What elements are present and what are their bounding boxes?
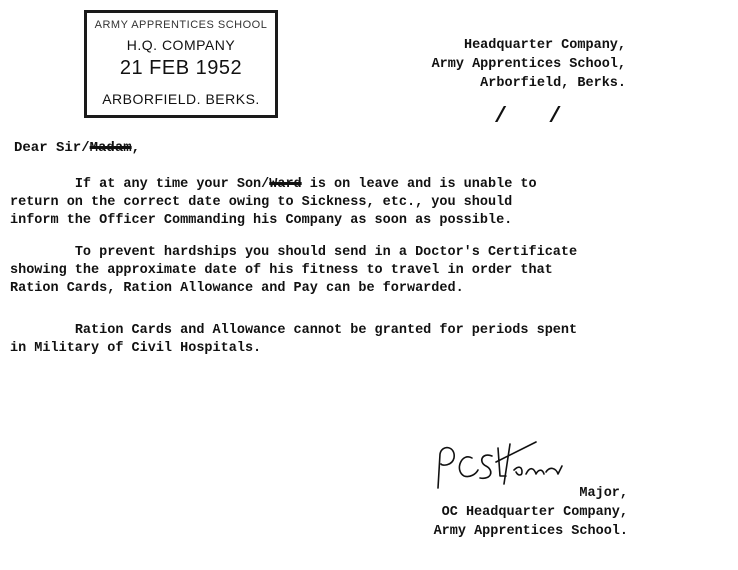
paragraph-line: in Military of Civil Hospitals. — [10, 341, 262, 356]
stamp-school-name: ARMY APPRENTICES SCHOOL — [94, 19, 268, 31]
salutation-struck-word: Madam — [89, 140, 132, 156]
signatory-title: OC Headquarter Company, — [441, 505, 628, 520]
sender-address — [372, 36, 626, 93]
signatory-organisation: Army Apprentices School. — [433, 524, 628, 539]
paragraph-text: To prevent hardships you should send in a Doctor's Certificate — [74, 245, 578, 260]
paragraph-line — [10, 322, 738, 340]
paragraph-line: inform the Officer Commanding his Company as soon as possible. — [10, 213, 513, 228]
paragraph-line: Ration Cards, Ration Allowance and Pay can be forwarded. — [10, 281, 464, 296]
stamp-company: H.Q. COMPANY — [126, 37, 236, 53]
salutation-prefix: Dear Sir/ — [14, 140, 90, 156]
signature-block — [360, 484, 628, 541]
struck-word: Ward — [269, 177, 302, 192]
paragraph-text: Ration Cards and Allowance cannot be granted for periods spent — [74, 323, 578, 338]
address-line-2: Army Apprentices School, — [431, 57, 626, 72]
received-date-stamp — [84, 10, 278, 118]
paragraph-line: return on the correct date owing to Sickness, etc., you should — [10, 195, 513, 210]
paragraph-text: is on leave and is unable to — [301, 177, 537, 192]
paragraph-doctors-certificate — [10, 244, 738, 298]
paragraph-hospitals — [10, 322, 738, 358]
stamp-location: ARBORFIELD. BERKS. — [102, 91, 260, 107]
letter-date-blank: / / — [494, 104, 576, 129]
paragraph-line — [10, 176, 738, 194]
paragraph-line: showing the approximate date of his fitness to travel in order that — [10, 263, 553, 278]
signatory-rank: Major, — [579, 486, 628, 501]
paragraph-line — [10, 244, 738, 262]
address-line-1: Headquarter Company, — [463, 38, 626, 53]
paragraph-text: If at any time your Son/ — [74, 177, 270, 192]
salutation — [14, 140, 140, 156]
salutation-suffix: , — [131, 140, 141, 156]
paragraph-sick-leave — [10, 176, 738, 230]
address-line-3: Arborfield, Berks. — [480, 76, 626, 91]
stamp-date: 21 FEB 1952 — [119, 57, 243, 79]
